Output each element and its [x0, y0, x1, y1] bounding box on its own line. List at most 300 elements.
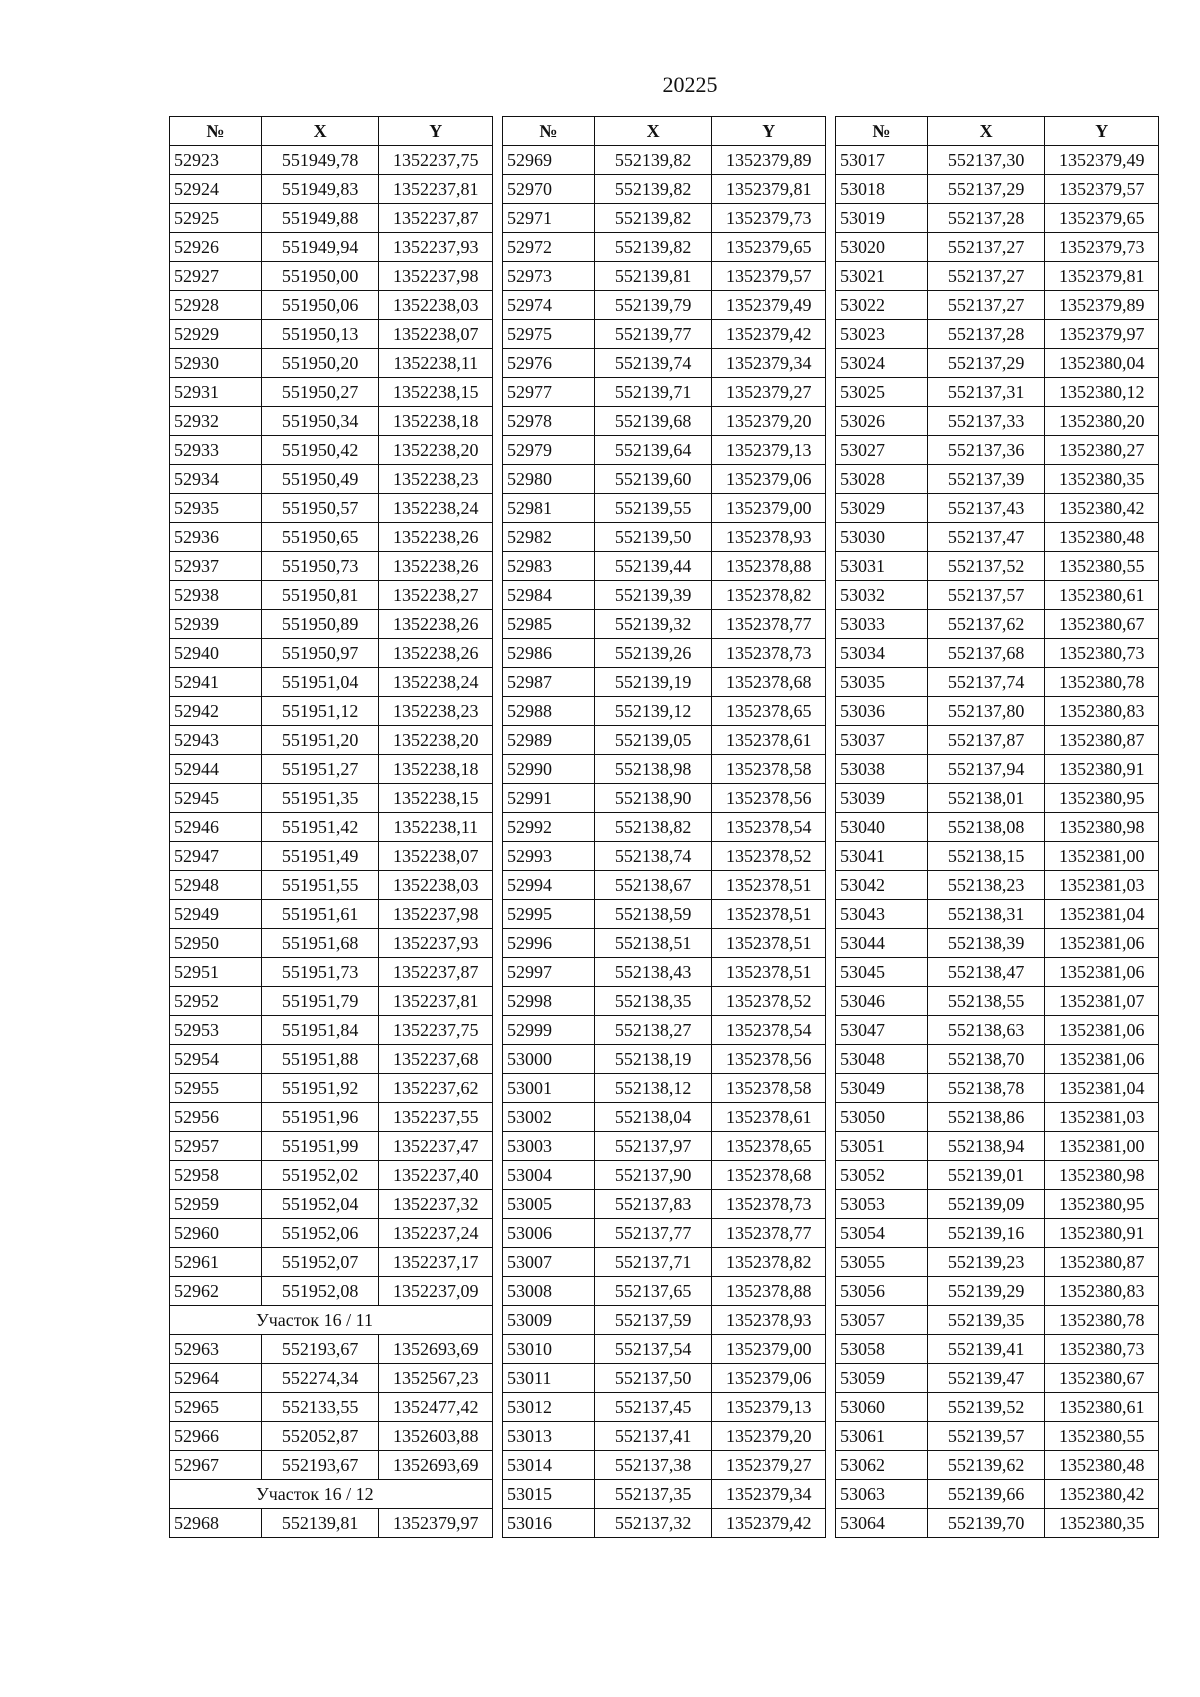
cell-x: 552139,39: [594, 581, 712, 610]
cell-y: 1352237,40: [379, 1161, 493, 1190]
cell-y: 1352379,81: [712, 175, 826, 204]
cell-x: 552138,78: [927, 1074, 1045, 1103]
cell-y: 1352378,52: [712, 987, 826, 1016]
cell-x: 551952,02: [261, 1161, 379, 1190]
cell-number: 53003: [503, 1132, 595, 1161]
cell-x: 552139,82: [594, 204, 712, 233]
cell-x: 551950,13: [261, 320, 379, 349]
cell-number: 53054: [836, 1219, 928, 1248]
table-row: [170, 639, 493, 668]
cell-number: 53043: [836, 900, 928, 929]
table-row: [170, 1045, 493, 1074]
cell-number: 53023: [836, 320, 928, 349]
cell-y: 1352379,97: [379, 1509, 493, 1538]
cell-y: 1352380,35: [1045, 465, 1159, 494]
cell-number: 53048: [836, 1045, 928, 1074]
cell-y: 1352379,27: [712, 378, 826, 407]
coordinates-table-1: [169, 116, 493, 1538]
header-x: X: [594, 117, 712, 146]
cell-x: 552138,90: [594, 784, 712, 813]
cell-number: 52945: [170, 784, 262, 813]
cell-x: 552137,39: [927, 465, 1045, 494]
cell-number: 53053: [836, 1190, 928, 1219]
cell-y: 1352238,23: [379, 697, 493, 726]
table-row: [836, 1016, 1159, 1045]
cell-x: 551951,27: [261, 755, 379, 784]
table-row: [170, 1393, 493, 1422]
cell-number: 52994: [503, 871, 595, 900]
cell-y: 1352379,20: [712, 1422, 826, 1451]
cell-x: 551950,97: [261, 639, 379, 668]
cell-y: 1352378,77: [712, 610, 826, 639]
cell-x: 552137,27: [927, 233, 1045, 262]
table-row: [503, 1306, 826, 1335]
cell-x: 552137,27: [927, 262, 1045, 291]
cell-number: 53012: [503, 1393, 595, 1422]
table-row: [836, 784, 1159, 813]
table-row: [503, 1364, 826, 1393]
table-row: [503, 755, 826, 784]
cell-y: 1352378,56: [712, 1045, 826, 1074]
cell-x: 551951,84: [261, 1016, 379, 1045]
table-row: [170, 668, 493, 697]
cell-y: 1352378,93: [712, 1306, 826, 1335]
cell-x: 552137,90: [594, 1161, 712, 1190]
cell-number: 52970: [503, 175, 595, 204]
cell-y: 1352380,55: [1045, 552, 1159, 581]
cell-number: 53058: [836, 1335, 928, 1364]
table-header-row: [170, 117, 493, 146]
cell-y: 1352238,11: [379, 813, 493, 842]
cell-number: 53046: [836, 987, 928, 1016]
table-row: [836, 1103, 1159, 1132]
cell-y: 1352380,98: [1045, 1161, 1159, 1190]
cell-x: 551951,68: [261, 929, 379, 958]
cell-number: 52931: [170, 378, 262, 407]
cell-y: 1352378,51: [712, 871, 826, 900]
cell-number: 53004: [503, 1161, 595, 1190]
cell-x: 552137,97: [594, 1132, 712, 1161]
table-row: [503, 1422, 826, 1451]
cell-y: 1352378,61: [712, 1103, 826, 1132]
cell-number: 52979: [503, 436, 595, 465]
cell-number: 53041: [836, 842, 928, 871]
section-label: Участок 16 / 11: [170, 1306, 493, 1335]
cell-y: 1352380,61: [1045, 1393, 1159, 1422]
table-row: [503, 1451, 826, 1480]
cell-y: 1352379,89: [1045, 291, 1159, 320]
cell-number: 52961: [170, 1248, 262, 1277]
cell-y: 1352380,83: [1045, 697, 1159, 726]
table-row: [170, 204, 493, 233]
cell-x: 552138,15: [927, 842, 1045, 871]
table-row: [170, 900, 493, 929]
table-header-row: [503, 117, 826, 146]
cell-x: 552138,63: [927, 1016, 1045, 1045]
cell-x: 551951,73: [261, 958, 379, 987]
cell-y: 1352380,61: [1045, 581, 1159, 610]
cell-number: 52937: [170, 552, 262, 581]
cell-number: 52943: [170, 726, 262, 755]
cell-number: 52950: [170, 929, 262, 958]
cell-number: 52995: [503, 900, 595, 929]
cell-x: 551951,55: [261, 871, 379, 900]
cell-number: 52966: [170, 1422, 262, 1451]
cell-y: 1352380,35: [1045, 1509, 1159, 1538]
table-row: [836, 900, 1159, 929]
table-row: [170, 1074, 493, 1103]
cell-x: 551950,34: [261, 407, 379, 436]
cell-number: 52993: [503, 842, 595, 871]
cell-x: 552139,71: [594, 378, 712, 407]
cell-x: 552137,28: [927, 204, 1045, 233]
table-row: [503, 320, 826, 349]
table-row: [503, 204, 826, 233]
cell-number: 52956: [170, 1103, 262, 1132]
cell-x: 551950,06: [261, 291, 379, 320]
table-row: [836, 958, 1159, 987]
table-row: [170, 1451, 493, 1480]
cell-number: 53031: [836, 552, 928, 581]
cell-y: 1352238,11: [379, 349, 493, 378]
cell-number: 52940: [170, 639, 262, 668]
cell-number: 52939: [170, 610, 262, 639]
cell-x: 552137,36: [927, 436, 1045, 465]
table-row: [836, 842, 1159, 871]
cell-y: 1352238,20: [379, 726, 493, 755]
cell-y: 1352380,04: [1045, 349, 1159, 378]
cell-y: 1352379,34: [712, 1480, 826, 1509]
table-row: [836, 581, 1159, 610]
table-row: [170, 1132, 493, 1161]
cell-y: 1352237,81: [379, 987, 493, 1016]
cell-x: 551951,61: [261, 900, 379, 929]
table-row: [836, 175, 1159, 204]
cell-x: 552138,82: [594, 813, 712, 842]
header-x: X: [261, 117, 379, 146]
cell-y: 1352380,42: [1045, 1480, 1159, 1509]
cell-x: 552139,26: [594, 639, 712, 668]
cell-y: 1352381,06: [1045, 929, 1159, 958]
table-row: [836, 523, 1159, 552]
cell-y: 1352378,52: [712, 842, 826, 871]
cell-y: 1352378,51: [712, 929, 826, 958]
cell-x: 551950,00: [261, 262, 379, 291]
cell-x: 552139,82: [594, 233, 712, 262]
table-row: [836, 378, 1159, 407]
cell-y: 1352379,57: [1045, 175, 1159, 204]
table-row: [836, 1219, 1159, 1248]
cell-y: 1352380,67: [1045, 610, 1159, 639]
table-row: [503, 1103, 826, 1132]
cell-y: 1352380,73: [1045, 1335, 1159, 1364]
cell-number: 53018: [836, 175, 928, 204]
table-row: [503, 958, 826, 987]
cell-x: 551951,12: [261, 697, 379, 726]
table-row: [836, 697, 1159, 726]
table-row: [836, 1393, 1159, 1422]
cell-x: 552139,41: [927, 1335, 1045, 1364]
cell-y: 1352238,26: [379, 523, 493, 552]
table-row: [503, 1219, 826, 1248]
cell-number: 52948: [170, 871, 262, 900]
cell-number: 52989: [503, 726, 595, 755]
table-row: [170, 349, 493, 378]
cell-x: 552139,81: [261, 1509, 379, 1538]
cell-y: 1352380,91: [1045, 755, 1159, 784]
cell-y: 1352380,87: [1045, 726, 1159, 755]
section-row: [170, 1480, 493, 1509]
table-row: [836, 813, 1159, 842]
table-row: [503, 1190, 826, 1219]
cell-number: 52969: [503, 146, 595, 175]
cell-x: 551949,78: [261, 146, 379, 175]
cell-number: 52981: [503, 494, 595, 523]
cell-x: 551951,92: [261, 1074, 379, 1103]
section-label: Участок 16 / 12: [170, 1480, 493, 1509]
cell-y: 1352380,55: [1045, 1422, 1159, 1451]
header-no: №: [836, 117, 928, 146]
cell-number: 53010: [503, 1335, 595, 1364]
cell-x: 551950,89: [261, 610, 379, 639]
cell-number: 52984: [503, 581, 595, 610]
table-row: [503, 494, 826, 523]
coordinates-table-3: [835, 116, 1159, 1538]
cell-x: 552137,71: [594, 1248, 712, 1277]
cell-number: 52958: [170, 1161, 262, 1190]
cell-y: 1352237,98: [379, 900, 493, 929]
header-y: Y: [1045, 117, 1159, 146]
table-row: [836, 494, 1159, 523]
table-row: [170, 1364, 493, 1393]
cell-x: 552138,39: [927, 929, 1045, 958]
cell-number: 52959: [170, 1190, 262, 1219]
cell-number: 53000: [503, 1045, 595, 1074]
cell-number: 53030: [836, 523, 928, 552]
cell-x: 552137,28: [927, 320, 1045, 349]
cell-y: 1352379,65: [1045, 204, 1159, 233]
cell-x: 552137,41: [594, 1422, 712, 1451]
cell-y: 1352238,03: [379, 871, 493, 900]
cell-y: 1352380,42: [1045, 494, 1159, 523]
cell-number: 53050: [836, 1103, 928, 1132]
cell-x: 552133,55: [261, 1393, 379, 1422]
cell-x: 551952,08: [261, 1277, 379, 1306]
cell-x: 552139,01: [927, 1161, 1045, 1190]
cell-number: 52987: [503, 668, 595, 697]
cell-x: 552139,74: [594, 349, 712, 378]
table-row: [836, 465, 1159, 494]
cell-x: 551950,65: [261, 523, 379, 552]
table-row: [170, 726, 493, 755]
table-row: [503, 262, 826, 291]
cell-number: 53016: [503, 1509, 595, 1538]
table-row: [503, 639, 826, 668]
table-row: [503, 900, 826, 929]
cell-x: 552139,82: [594, 146, 712, 175]
cell-y: 1352380,78: [1045, 668, 1159, 697]
cell-y: 1352381,00: [1045, 1132, 1159, 1161]
table-row: [170, 146, 493, 175]
cell-number: 52965: [170, 1393, 262, 1422]
cell-y: 1352381,03: [1045, 1103, 1159, 1132]
cell-x: 552137,32: [594, 1509, 712, 1538]
cell-x: 552138,31: [927, 900, 1045, 929]
cell-y: 1352238,07: [379, 320, 493, 349]
table-row: [503, 1509, 826, 1538]
cell-x: 552138,59: [594, 900, 712, 929]
cell-number: 52976: [503, 349, 595, 378]
table-row: [836, 146, 1159, 175]
coordinates-table: [169, 116, 493, 1538]
cell-x: 552138,86: [927, 1103, 1045, 1132]
cell-x: 552139,66: [927, 1480, 1045, 1509]
table-row: [170, 610, 493, 639]
cell-number: 52955: [170, 1074, 262, 1103]
cell-y: 1352380,83: [1045, 1277, 1159, 1306]
cell-number: 53024: [836, 349, 928, 378]
cell-number: 53015: [503, 1480, 595, 1509]
cell-x: 552139,77: [594, 320, 712, 349]
cell-number: 52932: [170, 407, 262, 436]
header-y: Y: [379, 117, 493, 146]
cell-x: 552138,04: [594, 1103, 712, 1132]
cell-number: 53008: [503, 1277, 595, 1306]
cell-number: 52980: [503, 465, 595, 494]
table-row: [836, 233, 1159, 262]
cell-x: 552137,33: [927, 407, 1045, 436]
cell-y: 1352379,42: [712, 320, 826, 349]
table-row: [503, 407, 826, 436]
table-row: [170, 784, 493, 813]
cell-x: 552138,23: [927, 871, 1045, 900]
table-row: [503, 465, 826, 494]
cell-number: 53017: [836, 146, 928, 175]
cell-y: 1352379,20: [712, 407, 826, 436]
cell-x: 551950,42: [261, 436, 379, 465]
cell-number: 52975: [503, 320, 595, 349]
table-row: [170, 871, 493, 900]
table-row: [503, 552, 826, 581]
cell-number: 52953: [170, 1016, 262, 1045]
table-row: [170, 291, 493, 320]
cell-x: 552139,70: [927, 1509, 1045, 1538]
cell-y: 1352693,69: [379, 1451, 493, 1480]
cell-x: 551950,57: [261, 494, 379, 523]
table-row: [170, 1277, 493, 1306]
cell-number: 52947: [170, 842, 262, 871]
cell-y: 1352237,17: [379, 1248, 493, 1277]
cell-x: 552139,55: [594, 494, 712, 523]
cell-x: 552139,50: [594, 523, 712, 552]
cell-x: 551951,96: [261, 1103, 379, 1132]
cell-y: 1352378,65: [712, 697, 826, 726]
cell-y: 1352378,56: [712, 784, 826, 813]
table-row: [170, 842, 493, 871]
cell-y: 1352237,87: [379, 958, 493, 987]
cell-y: 1352237,47: [379, 1132, 493, 1161]
table-row: [503, 668, 826, 697]
cell-y: 1352381,04: [1045, 900, 1159, 929]
cell-number: 53020: [836, 233, 928, 262]
cell-number: 52971: [503, 204, 595, 233]
cell-number: 53035: [836, 668, 928, 697]
table-row: [836, 436, 1159, 465]
cell-number: 53052: [836, 1161, 928, 1190]
cell-x: 552137,29: [927, 349, 1045, 378]
cell-x: 552137,35: [594, 1480, 712, 1509]
cell-y: 1352238,18: [379, 755, 493, 784]
cell-number: 52964: [170, 1364, 262, 1393]
table-row: [503, 929, 826, 958]
cell-y: 1352238,24: [379, 668, 493, 697]
cell-x: 552138,08: [927, 813, 1045, 842]
cell-number: 52968: [170, 1509, 262, 1538]
table-row: [170, 407, 493, 436]
table-row: [836, 610, 1159, 639]
cell-number: 53002: [503, 1103, 595, 1132]
cell-y: 1352380,12: [1045, 378, 1159, 407]
cell-y: 1352379,81: [1045, 262, 1159, 291]
cell-x: 552137,83: [594, 1190, 712, 1219]
cell-number: 52927: [170, 262, 262, 291]
cell-x: 552137,68: [927, 639, 1045, 668]
cell-y: 1352380,48: [1045, 1451, 1159, 1480]
cell-x: 552139,05: [594, 726, 712, 755]
cell-x: 552137,45: [594, 1393, 712, 1422]
table-row: [836, 1451, 1159, 1480]
table-header-row: [836, 117, 1159, 146]
cell-number: 53063: [836, 1480, 928, 1509]
cell-x: 552139,35: [927, 1306, 1045, 1335]
table-row: [170, 813, 493, 842]
table-row: [503, 436, 826, 465]
cell-number: 52988: [503, 697, 595, 726]
table-row: [170, 465, 493, 494]
cell-x: 552139,23: [927, 1248, 1045, 1277]
cell-number: 52962: [170, 1277, 262, 1306]
cell-x: 552138,12: [594, 1074, 712, 1103]
cell-x: 552139,64: [594, 436, 712, 465]
table-row: [836, 1509, 1159, 1538]
cell-number: 52957: [170, 1132, 262, 1161]
cell-y: 1352237,75: [379, 1016, 493, 1045]
cell-y: 1352378,54: [712, 813, 826, 842]
cell-number: 52949: [170, 900, 262, 929]
cell-y: 1352477,42: [379, 1393, 493, 1422]
cell-y: 1352379,13: [712, 436, 826, 465]
table-row: [836, 668, 1159, 697]
cell-number: 53044: [836, 929, 928, 958]
table-row: [170, 1016, 493, 1045]
cell-y: 1352378,82: [712, 1248, 826, 1277]
cell-x: 552139,44: [594, 552, 712, 581]
cell-y: 1352381,06: [1045, 958, 1159, 987]
cell-y: 1352378,88: [712, 1277, 826, 1306]
table-row: [170, 1248, 493, 1277]
cell-y: 1352567,23: [379, 1364, 493, 1393]
cell-number: 53037: [836, 726, 928, 755]
table-row: [503, 610, 826, 639]
cell-number: 53026: [836, 407, 928, 436]
table-row: [503, 784, 826, 813]
cell-x: 552137,59: [594, 1306, 712, 1335]
cell-x: 552137,43: [927, 494, 1045, 523]
coordinates-table: [835, 116, 1159, 1538]
cell-x: 552137,94: [927, 755, 1045, 784]
cell-x: 551951,49: [261, 842, 379, 871]
cell-x: 551951,20: [261, 726, 379, 755]
